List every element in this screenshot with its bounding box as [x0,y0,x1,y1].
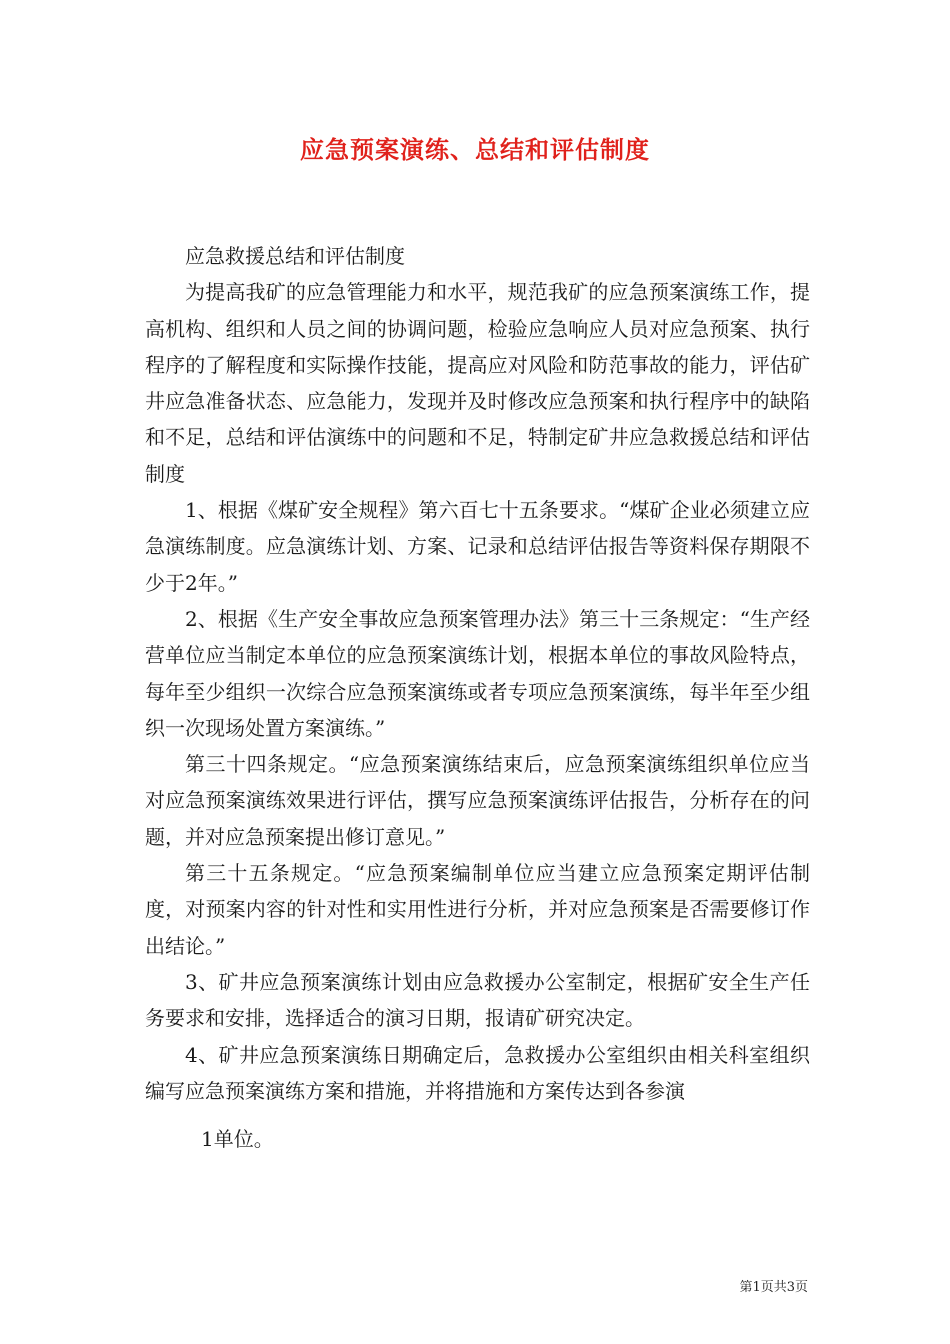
paragraph-item-4: 4、矿井应急预案演练日期确定后，急救援办公室组织由相关科室组织编写应急预案演练方案和措施，并将措施和方案传达到各参演 [145,1042,810,1103]
paragraph-item-2: 2、根据《生产安全事故应急预案管理办法》第三十三条规定：“生产经营单位应当制定本单位的应急预案演练计划，根据本单位的事故风险特点，每年至少组织一次综合应急预案演练或者专项应急预案演练，每半年至少组织一次现场处置方案演练。” [145,606,810,740]
page-number: 第1页共3页 [739,1280,808,1295]
paragraph-item-3: 3、矿井应急预案演练计划由应急救援办公室制定，根据矿安全生产任务要求和安排，选择适合的演习日期，报请矿研究决定。 [145,969,810,1031]
paragraph-article-34: 第三十四条规定。“应急预案演练结束后，应急预案演练组织单位应当对应急预案演练效果进行评估，撰写应急预案演练评估报告，分析存在的问题，并对应急预案提出修订意见。” [145,752,810,849]
paragraph-item-1: 1、根据《煤矿安全规程》第六百七十五条要求。“煤矿企业必须建立应急演练制度。应急演练计划、方案、记录和总结评估报告等资料保存期限不少于2年。” [145,498,810,595]
paragraph-continuation: 1单位。 [201,1127,274,1152]
document-title: 应急预案演练、总结和评估制度 [300,135,650,164]
paragraph-purpose: 为提高我矿的应急管理能力和水平，规范我矿的应急预案演练工作，提高机构、组织和人员之间的协调问题，检验应急响应人员对应急预案、执行程序的了解程度和实际操作技能，提高应对风险和防范事故的能力，评估矿井应急准备状态、应急能力，发现并及时修改应急预案和执行程序中的缺陷和不足，总结和评估演练中的问题和不足，特制定矿井应急救援总结和评估制度 [145,280,810,486]
paragraph-subtitle: 应急救援总结和评估制度 [185,244,405,268]
paragraph-article-35: 第三十五条规定。“应急预案编制单位应当建立应急预案定期评估制度，对预案内容的针对性和实用性进行分析，并对应急预案是否需要修订作出结论。” [145,861,810,958]
document-body [145,238,810,1157]
